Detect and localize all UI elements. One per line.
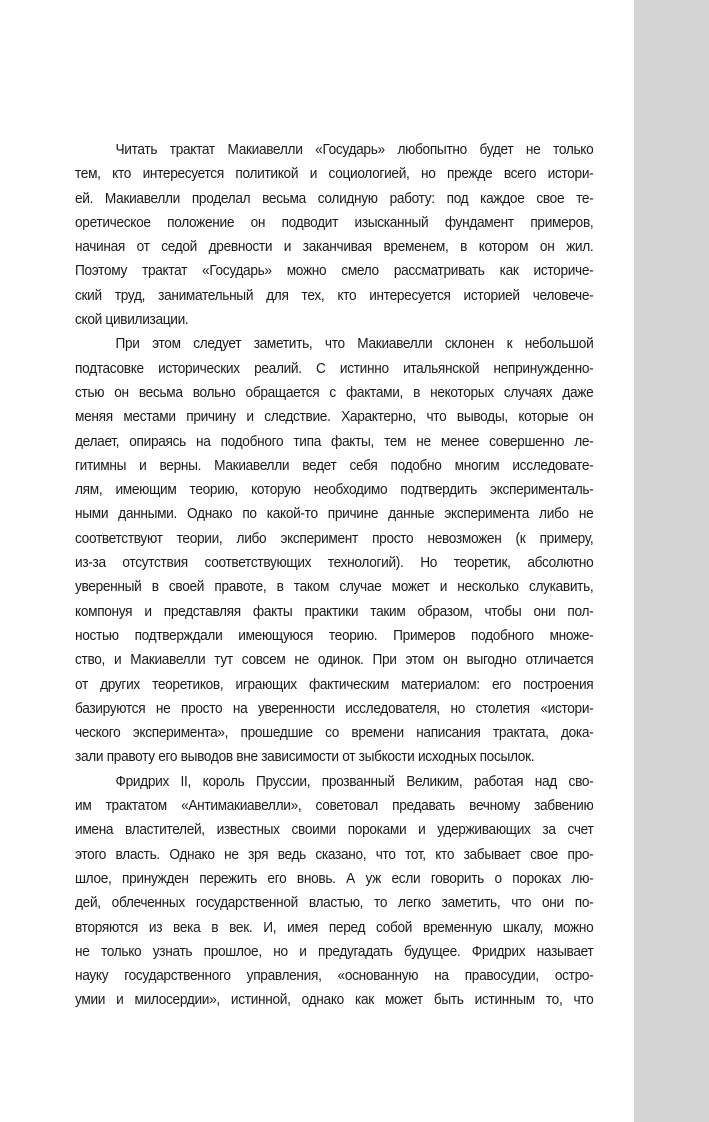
text-line: дей, облеченных государственной властью, то легко заметить, что они по- [75,894,594,912]
text-line: соответствуют теории, либо эксперимент просто невозможен (к примеру, [75,529,594,547]
text-line: оретическое положение он подводит изысканный фундамент примеров, [75,213,594,231]
text-line: меняя местами причину и следствие. Характерно, что выводы, которые он [75,408,594,426]
text-line: ской цивилизации. [75,311,189,329]
text-line: ство, и Макиавелли тут совсем не одинок. При этом он выгодно отличается [75,651,594,669]
text-line: Поэтому трактат «Государь» можно смело рассматривать как историче- [75,262,594,280]
text-line: имена властителей, известных своими пороками и удерживающих за счет [75,821,594,839]
text-line: из-за отсутствия соответствующих технологий). Но теоретик, абсолютно [75,554,594,572]
paragraph [75,138,593,332]
page-edge-strip [634,0,709,1122]
text-line: уверенный в своей правоте, в таком случае может и несколько слукавить, [75,578,594,596]
text-line: шлое, принужден пережить его вновь. А уж если говорить о пороках лю- [75,869,594,887]
text-line: ей. Макиавелли проделал весьма солидную работу: под каждое свое те- [75,189,594,207]
text-line: науку государственного управления, «основанную на правосудии, остро- [75,967,594,985]
text-line: не только узнать прошлое, но и предугадать будущее. Фридрих называет [75,942,594,960]
body-text [75,138,593,1013]
text-line: тем, кто интересуется политикой и социологией, но прежде всего истори- [75,165,594,183]
text-line: зали правоту его выводов вне зависимости от зыбкости исходных посылок. [75,748,535,766]
text-line: ческого эксперимента», прошедшие со времени написания трактата, дока- [75,724,594,742]
text-line: ский труд, занимательный для тех, кто интересуется историей человече- [75,286,594,304]
text-line: им трактатом «Антимакиавелли», советовал предавать вечному забвению [75,797,594,815]
text-line: Фридрих II, король Пруссии, прозванный Великим, работая над сво- [115,772,594,790]
text-line: базируются не просто на уверенности исследователя, но столетия «истори- [75,699,594,717]
text-line: ностью подтверждали имеющуюся теорию. Примеров подобного множе- [75,626,594,644]
text-line: При этом следует заметить, что Макиавелли склонен к небольшой [115,335,594,353]
text-line: вторяются из века в век. И, имея перед собой временную шкалу, можно [75,918,594,936]
text-line: ными данными. Однако по какой-то причине данные эксперимента либо не [75,505,594,523]
text-line: стью он весьма вольно обращается с фактами, в некоторых случаях даже [75,383,594,401]
text-line: подтасовке исторических реалий. С истинно итальянской непринужденно- [75,359,594,377]
text-line: начиная от седой древности и заканчивая временем, в котором он жил. [75,238,594,256]
paragraph [75,770,593,1013]
text-line: гитимны и верны. Макиавелли ведет себя подобно многим исследовате- [75,456,594,474]
text-line: компонуя и представляя факты практики таким образом, чтобы они пол- [75,602,594,620]
paragraph [75,332,593,769]
text-line: Читать трактат Макиавелли «Государь» любопытно будет не только [115,141,594,158]
text-line: этого власть. Однако не зря ведь сказано, что тот, кто забывает свое про- [75,845,594,863]
text-line: делает, опираясь на подобного типа факты, тем не менее совершенно ле- [75,432,594,450]
text-line: умии и милосердии», истинной, однако как может быть истинным то, что [75,991,594,1009]
text-line: от других теоретиков, играющих фактическим материалом: его построения [75,675,594,693]
text-line: лям, имеющим теорию, которую необходимо подтвердить эксперименталь- [75,481,594,499]
